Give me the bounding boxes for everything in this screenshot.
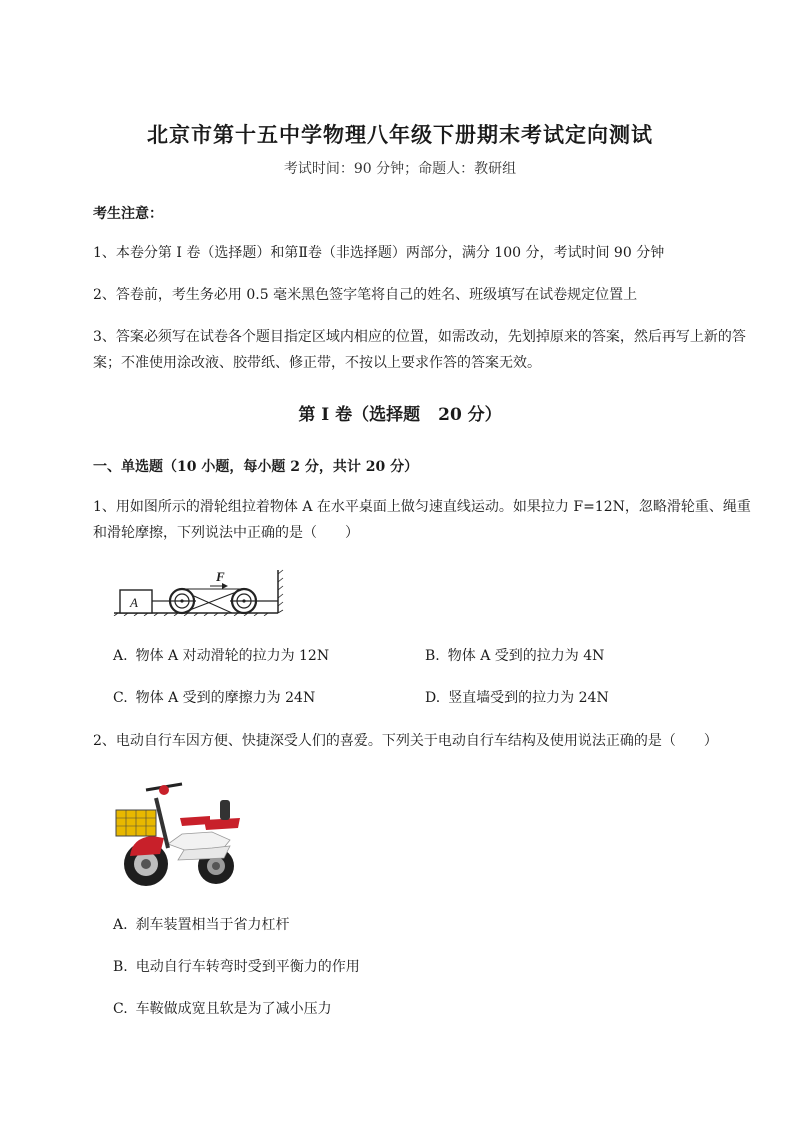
option-letter: B. [113, 959, 128, 975]
option-text: 物体 A 对动滑轮的拉力为 12N [135, 648, 330, 664]
exam-info: 考试时间：90 分钟；命题人：教研组 [283, 161, 517, 177]
option-text: 竖直墙受到的拉力为 24N [448, 690, 609, 706]
page-title: 北京市第十五中学物理八年级下册期末考试定向测试 [147, 122, 653, 147]
q2-option-c[interactable] [113, 998, 332, 1018]
option-letter: C. [113, 690, 128, 706]
notice-item-3: 3、答案必须写在试卷各个题目指定区域内相应的位置，如需改动，先划掉原来的答案，然后再写上新的答案；不准使用涂改液、胶带纸、修正带，不按以上要求作答的答案无效。 [93, 329, 746, 371]
section-title-main: 第 I 卷（选择题 [298, 405, 421, 425]
q2-option-a[interactable] [113, 914, 290, 934]
section-title-score: 20 分） [438, 405, 502, 425]
group-heading: 一、单选题（10 小题，每小题 2 分，共计 20 分） [93, 459, 419, 475]
force-label: F [216, 569, 225, 584]
notice-item-1: 1、本卷分第 I 卷（选择题）和第Ⅱ卷（非选择题）两部分，满分 100 分，考试时间 90 分钟 [93, 245, 665, 261]
q1-option-d[interactable] [425, 687, 609, 707]
pulley-diagram [112, 566, 288, 616]
option-letter: A. [113, 648, 128, 664]
option-text: 物体 A 受到的拉力为 4N [447, 648, 605, 664]
q2-option-b[interactable] [113, 956, 360, 976]
question-2-stem: 2、电动自行车因方便、快捷深受人们的喜爱。下列关于电动自行车结构及使用说法正确的是（ ） [93, 733, 718, 749]
option-letter: C. [113, 1001, 128, 1017]
option-letter: D. [425, 690, 441, 706]
block-a-label: A [130, 595, 138, 610]
option-text: 车鞍做成宽且软是为了减小压力 [135, 1001, 332, 1017]
option-letter: A. [113, 917, 128, 933]
notice-heading: 考生注意： [93, 206, 163, 222]
option-text: 电动自行车转弯时受到平衡力的作用 [135, 959, 360, 975]
option-text: 物体 A 受到的摩擦力为 24N [135, 690, 316, 706]
fixed-pulley [230, 589, 278, 613]
q1-option-c[interactable] [113, 687, 315, 707]
question-1-stem: 1、用如图所示的滑轮组拉着物体 A 在水平桌面上做匀速直线运动。如果拉力 F=12N，忽略滑轮重、绳重和滑轮摩擦，下列说法中正确的是（ ） [93, 499, 751, 541]
option-letter: B. [425, 648, 440, 664]
electric-scooter-image [112, 768, 246, 892]
notice-item-2: 2、答卷前，考生务必用 0.5 毫米黑色签字笔将自己的姓名、班级填写在试卷规定位置上 [93, 287, 638, 303]
section-title [0, 400, 800, 425]
q1-option-b[interactable] [425, 645, 604, 665]
q1-option-a[interactable] [113, 645, 329, 665]
option-text: 刹车装置相当于省力杠杆 [135, 917, 290, 933]
